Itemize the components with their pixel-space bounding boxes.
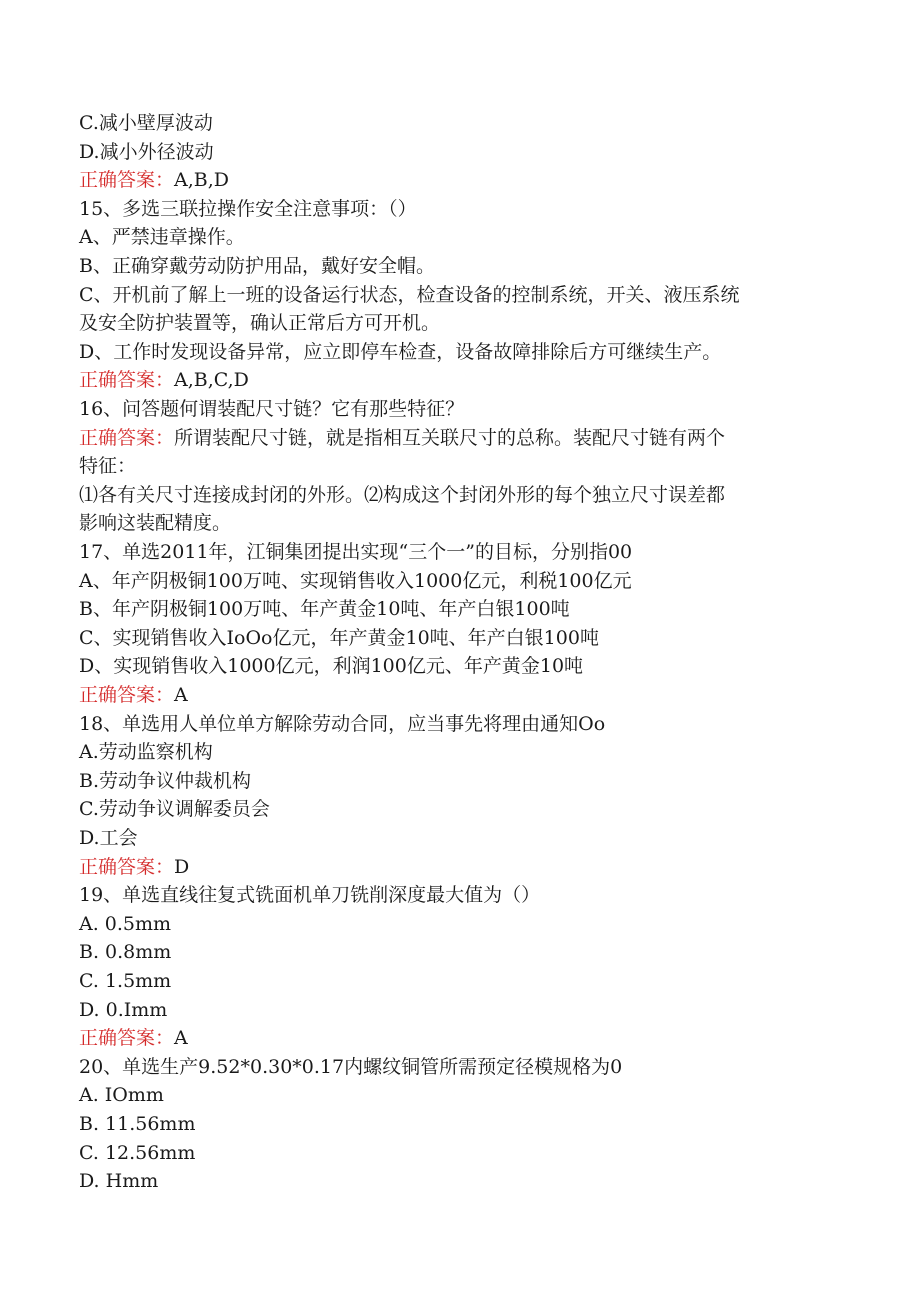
option-line: B. 0.8mm	[79, 941, 172, 963]
answer-label: 正确答案：	[79, 427, 175, 449]
answer-label: 正确答案：	[79, 684, 175, 706]
option-line: B、年产阴极铜100万吨、年产黄金10吨、年产白银100吨	[79, 598, 570, 620]
option-line: C.劳动争议调解委员会	[79, 798, 270, 820]
answer-label: 正确答案：	[79, 369, 175, 391]
question-line: 19、单选直线往复式铣面机单刀铣削深度最大值为（）	[79, 884, 541, 906]
answer-line	[79, 681, 188, 709]
answer-line	[79, 366, 249, 394]
text-line: ⑴各有关尺寸连接成封闭的外形。⑵构成这个封闭外形的每个独立尺寸误差都	[79, 484, 726, 506]
option-line: C、开机前了解上一班的设备运行状态，检查设备的控制系统，开关、液压系统	[79, 284, 740, 306]
answer-value: 所谓装配尺寸链，就是指相互关联尺寸的总称。装配尺寸链有两个	[174, 427, 726, 449]
answer-value: A	[174, 1027, 188, 1049]
text-line: 特征：	[79, 455, 137, 477]
option-line: C. 12.56mm	[79, 1142, 196, 1164]
option-line: A. 0.5mm	[79, 913, 172, 935]
question-line: 16、问答题何谓装配尺寸链？它有那些特征？	[79, 398, 465, 420]
answer-line	[79, 424, 725, 452]
option-line: D、实现销售收入1000亿元，利润100亿元、年产黄金10吨	[79, 655, 584, 677]
option-line: D. Hmm	[79, 1170, 159, 1192]
answer-value: A	[174, 684, 188, 706]
option-line: A.劳动监察机构	[79, 741, 213, 763]
option-line: D.工会	[79, 827, 138, 849]
answer-line	[79, 166, 229, 194]
option-line: A、严禁违章操作。	[79, 226, 245, 248]
question-line: 20、单选生产9.52*0.30*0.17内螺纹铜管所需预定径模规格为0	[79, 1056, 623, 1078]
question-line: 17、单选2011年，江铜集团提出实现“三个一”的目标，分别指00	[79, 541, 633, 563]
text-line: 影响这装配精度。	[79, 512, 232, 534]
answer-line	[79, 1024, 188, 1052]
option-line: A、年产阴极铜100万吨、实现销售收入1000亿元，利税100亿元	[79, 570, 632, 592]
answer-line	[79, 853, 189, 881]
option-line: D、工作时发现设备异常，应立即停车检查，设备故障排除后方可继续生产。	[79, 341, 722, 363]
option-line: C.减小壁厚波动	[79, 112, 213, 134]
option-line: C、实现销售收入IoOo亿元，年产黄金10吨、年产白银100吨	[79, 627, 599, 649]
option-line: B.劳动争议仲裁机构	[79, 770, 252, 792]
answer-value: D	[174, 856, 190, 878]
answer-label: 正确答案：	[79, 856, 175, 878]
option-line: C. 1.5mm	[79, 970, 172, 992]
option-line: D.减小外径波动	[79, 141, 214, 163]
answer-label: 正确答案：	[79, 1027, 175, 1049]
question-line: 15、多选三联拉操作安全注意事项：（）	[79, 198, 417, 220]
answer-value: A,B,D	[174, 169, 230, 191]
option-line: B. 11.56mm	[79, 1113, 196, 1135]
answer-label: 正确答案：	[79, 169, 175, 191]
option-line: B、正确穿戴劳动防护用品，戴好安全帽。	[79, 255, 435, 277]
option-line: A. IOmm	[79, 1084, 164, 1106]
option-line: D. 0.Imm	[79, 999, 168, 1021]
option-line: 及安全防护装置等，确认正常后方可开机。	[79, 312, 441, 334]
question-line: 18、单选用人单位单方解除劳动合同，应当事先将理由通知Oo	[79, 713, 606, 735]
answer-value: A,B,C,D	[174, 369, 249, 391]
